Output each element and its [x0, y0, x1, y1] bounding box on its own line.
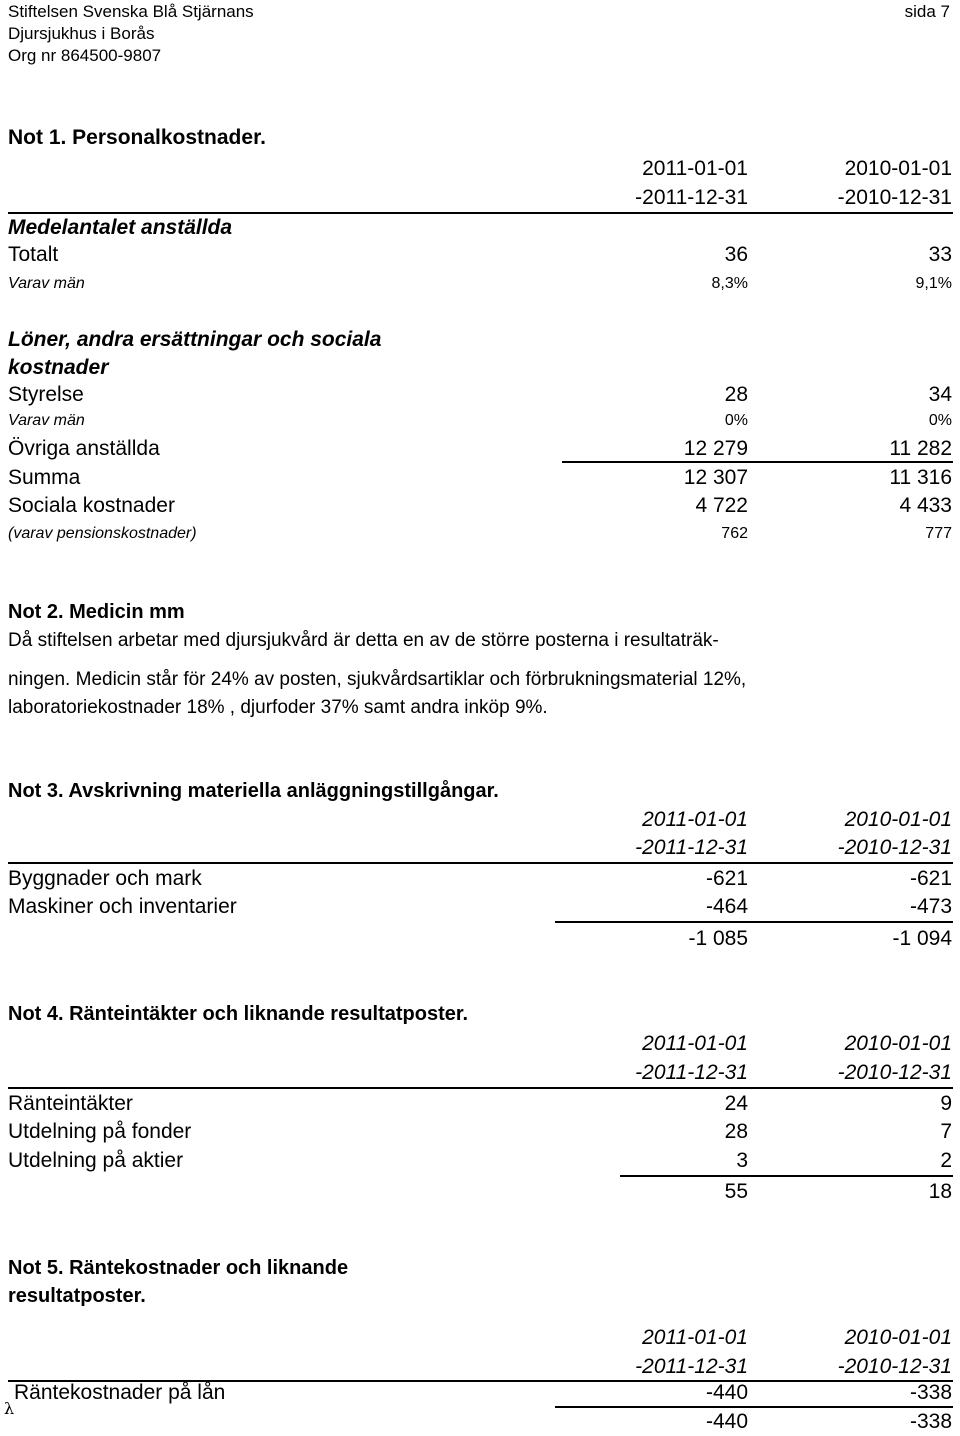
note5-title-line2: resultatposter.: [8, 1285, 146, 1307]
note4-title: Not 4. Ränteintäkter och liknande resultatposter.: [8, 1003, 469, 1025]
note3-total-v1: -1 085: [688, 927, 748, 950]
org-number: Org nr 864500-9807: [8, 46, 162, 65]
note4-row-fonder-v1: 28: [724, 1120, 748, 1143]
note5-row-lan-label: Räntekostnader på lån: [14, 1381, 226, 1404]
note3-row-maskiner-label: Maskiner och inventarier: [8, 895, 237, 918]
note4-col2-top: 2010-01-01: [844, 1032, 952, 1055]
note4-row-ranteintakter-label: Ränteintäkter: [8, 1092, 133, 1115]
note5-col1-top: 2011-01-01: [642, 1326, 748, 1349]
note2-text-line2: ningen. Medicin står för 24% av posten, sjukvårdsartiklar och förbrukningsmaterial 12%,: [8, 669, 747, 690]
note3-row-maskiner-v1: -464: [705, 895, 748, 918]
note1-row-totalt-v2: 33: [928, 243, 952, 266]
note1-row-ovriga-v2: 11 282: [889, 437, 952, 460]
note1-row-summa-label: Summa: [8, 466, 81, 489]
note4-total-v2: 18: [928, 1180, 952, 1203]
note1-row-summa-v2: 11 316: [889, 466, 952, 489]
note4-total-rule: [620, 1175, 953, 1177]
note1-row-varav-man-label: Varav män: [8, 275, 85, 292]
note3-col1-bottom: -2011-12-31: [635, 836, 748, 859]
note1-sum-rule: [562, 461, 953, 463]
note4-row-ranteintakter-v1: 24: [724, 1092, 748, 1115]
margin-mark: λ: [4, 1399, 15, 1418]
note1-row-summa-v1: 12 307: [683, 466, 748, 489]
note1-section1-heading: Medelantalet anställda: [8, 216, 233, 239]
note5-total-rule: [555, 1406, 953, 1408]
note1-col2-top: 2010-01-01: [844, 157, 952, 180]
note1-row-pension-label: (varav pensionskostnader): [8, 525, 197, 542]
note5-col2-bottom: -2010-12-31: [837, 1355, 952, 1378]
note3-row-byggnader-v2: -621: [909, 867, 952, 890]
note1-row-styrelse-varav-v2: 0%: [928, 412, 952, 429]
note4-row-fonder-label: Utdelning på fonder: [8, 1120, 192, 1143]
note3-row-byggnader-label: Byggnader och mark: [8, 867, 202, 890]
note1-row-varav-man-v2: 9,1%: [915, 275, 952, 292]
note3-row-byggnader-v1: -621: [705, 867, 748, 890]
note3-total-v2: -1 094: [892, 927, 952, 950]
hospital-name: Djursjukhus i Borås: [8, 24, 155, 43]
note1-row-styrelse-v1: 28: [724, 383, 748, 406]
page-number: sida 7: [904, 2, 950, 21]
note4-col1-bottom: -2011-12-31: [635, 1061, 748, 1084]
note2-title: Not 2. Medicin mm: [8, 601, 185, 623]
note1-title: Not 1. Personalkostnader.: [8, 126, 266, 149]
note5-row-lan-v1: -440: [705, 1381, 748, 1404]
note4-header-rule: [8, 1087, 953, 1089]
note5-row-lan-v2: -338: [909, 1381, 952, 1404]
note3-title: Not 3. Avskrivning materiella anläggningstillgångar.: [8, 780, 499, 802]
note1-row-styrelse-v2: 34: [928, 383, 952, 406]
note1-row-styrelse-varav-v1: 0%: [724, 412, 748, 429]
note5-col1-bottom: -2011-12-31: [635, 1355, 748, 1378]
note4-col2-bottom: -2010-12-31: [837, 1061, 952, 1084]
note5-total-v1: -440: [705, 1410, 748, 1433]
note1-section2-heading-line1: Löner, andra ersättningar och sociala: [8, 328, 382, 351]
note4-row-fonder-v2: 7: [940, 1120, 952, 1143]
note4-total-v1: 55: [724, 1180, 748, 1203]
note1-col1-bottom: -2011-12-31: [635, 186, 748, 209]
note5-col2-top: 2010-01-01: [844, 1326, 952, 1349]
note5-title-line1: Not 5. Räntekostnader och liknande: [8, 1257, 349, 1279]
note2-text-line1: Då stiftelsen arbetar med djursjukvård är detta en av de större posterna i resultaträk-: [8, 630, 719, 651]
note1-row-varav-man-v1: 8,3%: [711, 275, 748, 292]
note3-total-rule: [555, 921, 953, 923]
note3-header-rule: [8, 862, 953, 864]
note4-row-aktier-v2: 2: [940, 1149, 952, 1172]
note1-row-sociala-v2: 4 433: [899, 494, 952, 517]
note1-row-sociala-label: Sociala kostnader: [8, 494, 175, 517]
note1-row-ovriga-v1: 12 279: [683, 437, 748, 460]
note5-total-v2: -338: [909, 1410, 952, 1433]
note1-section2-heading-line2: kostnader: [8, 356, 109, 379]
note1-col2-bottom: -2010-12-31: [837, 186, 952, 209]
note1-header-rule: [8, 212, 953, 214]
note4-row-aktier-v1: 3: [736, 1149, 748, 1172]
note1-row-styrelse-label: Styrelse: [8, 383, 84, 406]
org-name: Stiftelsen Svenska Blå Stjärnans: [8, 2, 254, 21]
note4-row-aktier-label: Utdelning på aktier: [8, 1149, 184, 1172]
note3-col1-top: 2011-01-01: [642, 808, 748, 831]
note3-row-maskiner-v2: -473: [909, 895, 952, 918]
note3-col2-top: 2010-01-01: [844, 808, 952, 831]
note1-row-pension-v2: 777: [925, 525, 952, 542]
note1-row-styrelse-varav-label: Varav män: [8, 412, 85, 429]
note3-col2-bottom: -2010-12-31: [837, 836, 952, 859]
note2-text-line3: laboratoriekostnader 18% , djurfoder 37% samt andra inköp 9%.: [8, 697, 548, 718]
note1-row-sociala-v1: 4 722: [695, 494, 748, 517]
note1-col1-top: 2011-01-01: [642, 157, 748, 180]
note1-row-totalt-v1: 36: [724, 243, 748, 266]
note1-row-ovriga-label: Övriga anställda: [8, 437, 160, 460]
note1-row-totalt-label: Totalt: [8, 243, 59, 266]
note1-row-pension-v1: 762: [721, 525, 748, 542]
note4-row-ranteintakter-v2: 9: [940, 1092, 952, 1115]
note4-col1-top: 2011-01-01: [642, 1032, 748, 1055]
